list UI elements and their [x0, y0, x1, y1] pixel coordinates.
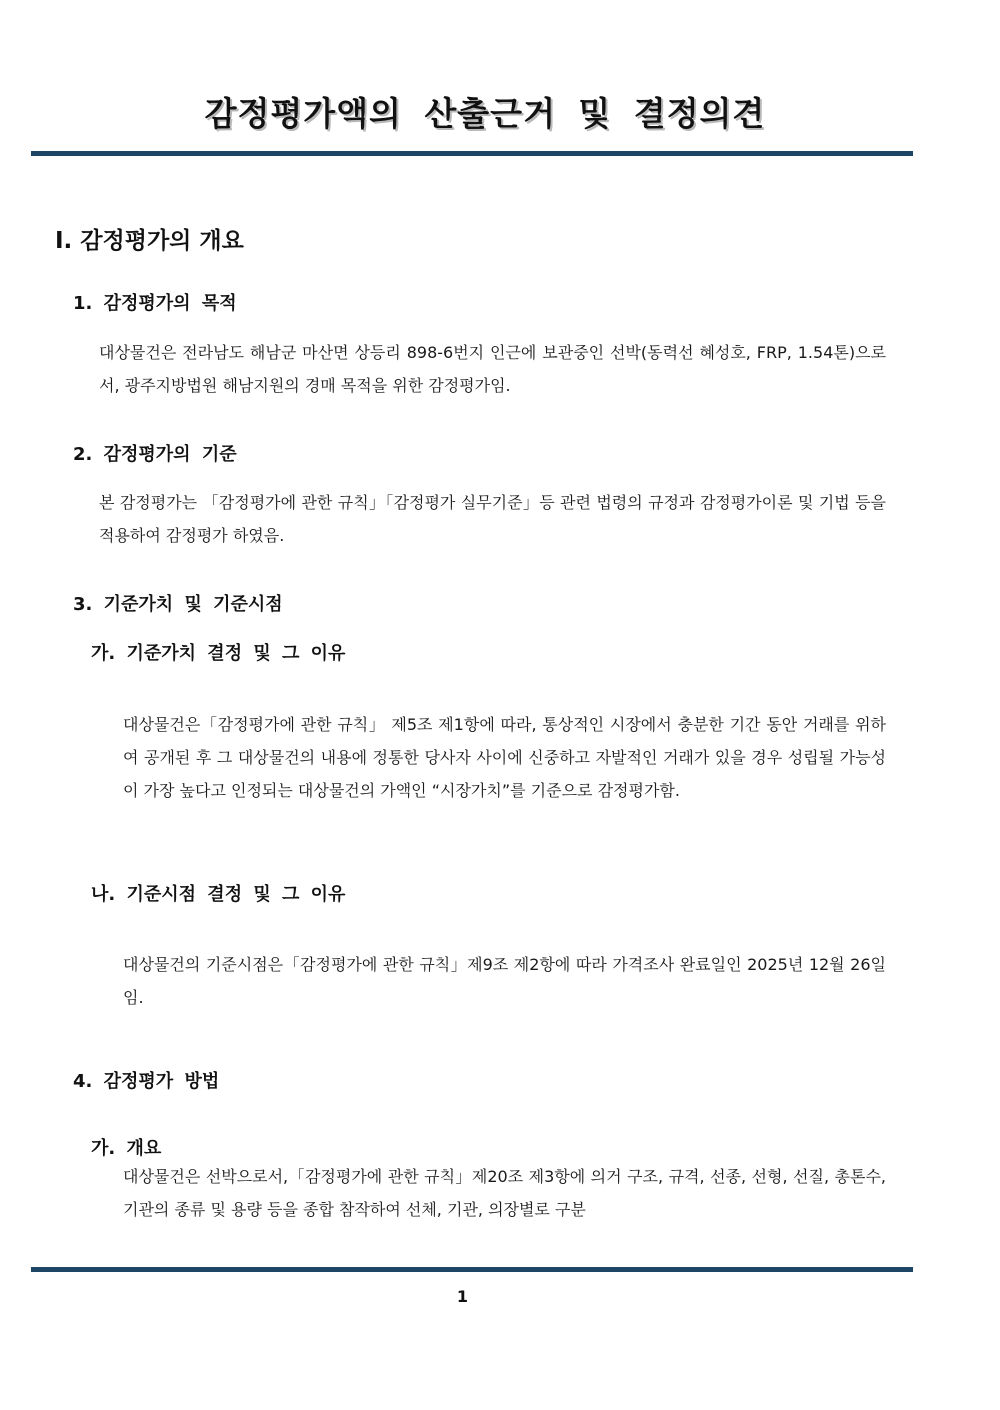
- paragraph-date-basis: 대상물건의 기준시점은「감정평가에 관한 규칙」제9조 제2항에 따라 가격조사 완료일인 2025년 12월 26일임.: [123, 955, 886, 1007]
- document-title: 감정평가액의 산출근거 및 결정의견: [204, 94, 766, 133]
- subsection-heading-purpose: 1. 감정평가의 목적: [73, 293, 237, 314]
- paragraph-value-basis: 대상물건은「감정평가에 관한 규칙」 제5조 제1항에 따라, 통상적인 시장에서 충분한 기간 동안 거래를 위하여 공개된 후 그 대상물건의 내용에 정통한 당사자 사이에 신중하고 자발적인 거래가 있을 경우 성립될 가능성이 가장 높다고 인정되는 대상물건의 가액인 “시장가치”를 기준으로 감정평가함.: [123, 715, 886, 800]
- subsection-heading-method: 4. 감정평가 방법: [73, 1071, 220, 1092]
- item-heading-method-overview: 가. 개요: [91, 1138, 162, 1159]
- item-heading-date-basis: 나. 기준시점 결정 및 그 이유: [91, 884, 346, 905]
- top-divider: [31, 151, 913, 156]
- bottom-divider: [31, 1267, 913, 1272]
- paragraph-method-overview: 대상물건은 선박으로서,「감정평가에 관한 규칙」제20조 제3항에 의거 구조, 규격, 선종, 선형, 선질, 총톤수, 기관의 종류 및 용량 등을 종합 참작하여 선체, 기관, 의장별로 구분: [123, 1167, 886, 1219]
- item-heading-value-basis: 가. 기준가치 결정 및 그 이유: [91, 643, 346, 664]
- subsection-heading-value-and-date: 3. 기준가치 및 기준시점: [73, 594, 283, 615]
- paragraph-purpose: 대상물건은 전라남도 해남군 마산면 상등리 898-6번지 인근에 보관중인 선박(동력선 혜성호, FRP, 1.54톤)으로서, 광주지방법원 해남지원의 경매 목적을 위한 감정평가임.: [99, 343, 886, 395]
- paragraph-basis: 본 감정평가는 「감정평가에 관한 규칙」「감정평가 실무기준」등 관련 법령의 규정과 감정평가이론 및 기법 등을 적용하여 감정평가 하였음.: [99, 493, 886, 545]
- section-heading-overview: I. 감정평가의 개요: [55, 228, 244, 254]
- page-number: 1: [456, 1287, 469, 1306]
- subsection-heading-basis: 2. 감정평가의 기준: [73, 444, 237, 465]
